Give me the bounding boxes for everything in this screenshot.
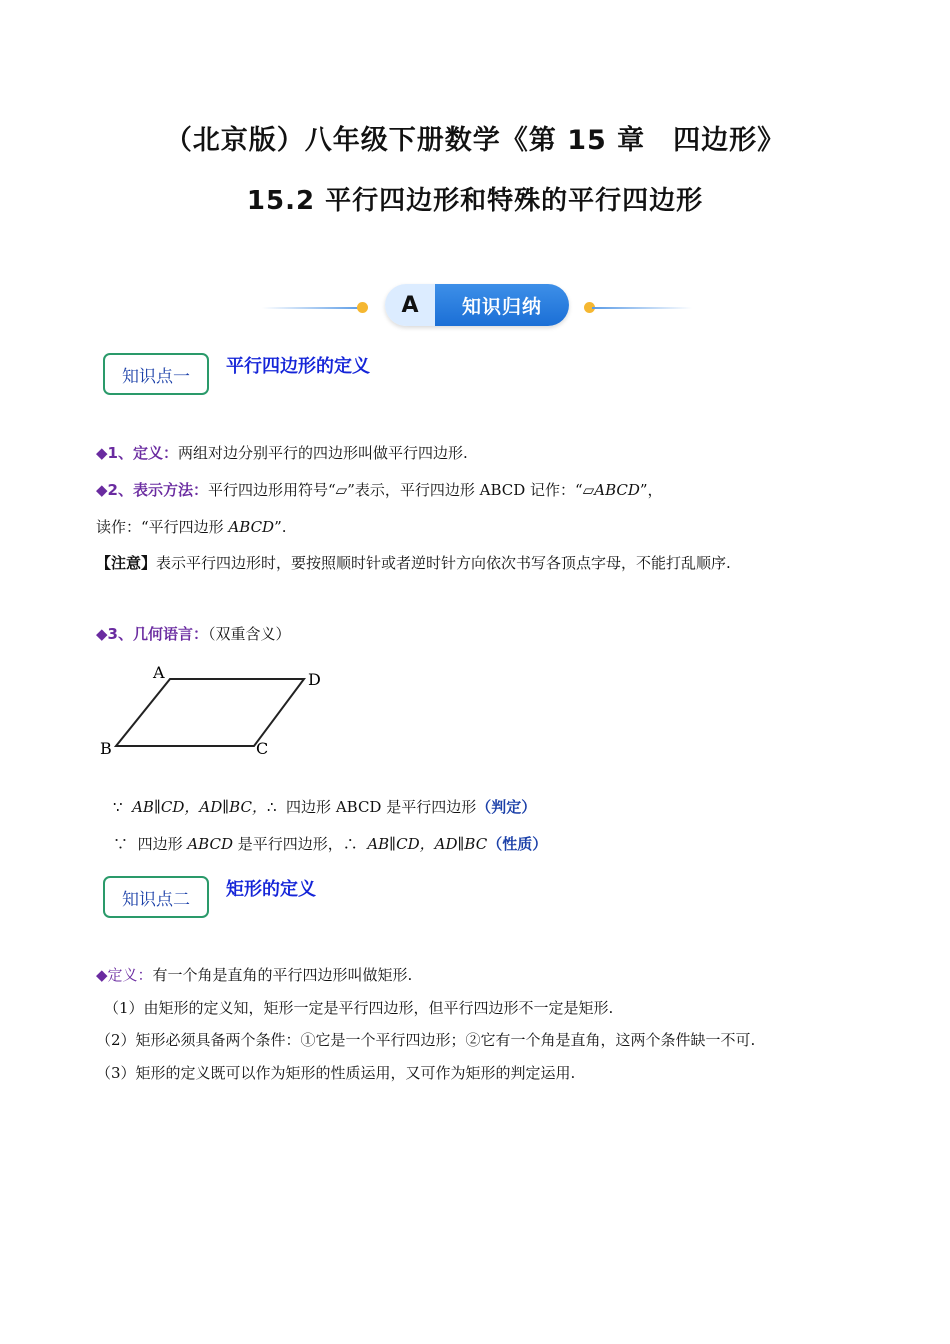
rectangle-point-2: （2）矩形必须具备两个条件：①它是一个平行四边形；②它有一个角是直角，这两个条件缺一不可. [96, 1031, 756, 1049]
section-banner [385, 284, 569, 326]
reading-text-e: ABCD [228, 518, 275, 536]
notation-symbol: ▱ABCD [582, 481, 640, 499]
notation-text-a: 平行四边形用符号“▱”表示，平行四边形 ABCD 记作：“ [207, 481, 583, 499]
note-text: 表示平行四边形时，要按照顺时针或者逆时针方向依次书写各顶点字母，不能打乱顺序. [156, 554, 731, 572]
knowledge-point-box-1: 知识点一 [103, 353, 209, 395]
knowledge-point-title-2: 矩形的定义 [226, 879, 316, 900]
parallelogram-shape [116, 679, 304, 746]
therefore-symbol: ∴ [266, 798, 277, 816]
banner-dot-left [357, 302, 368, 313]
document-title: （北京版）八年级下册数学《第 15 章 四边形》 [164, 125, 786, 156]
therefore-symbol: ∴ [342, 835, 358, 853]
reading-text-f: ”. [274, 518, 287, 536]
vertex-a-label: A [153, 663, 165, 682]
definition-label: ◆1、定义： [96, 444, 178, 462]
note-line [96, 552, 731, 573]
property-statement [113, 833, 547, 854]
rectangle-point-3: （3）矩形的定义既可以作为矩形的性质运用，又可作为矩形的判定运用. [96, 1064, 576, 1082]
property-condition-b: ABCD [187, 835, 233, 853]
reading-line [96, 516, 287, 537]
property-tag: （性质） [487, 835, 548, 853]
definition-line [96, 442, 468, 463]
banner-line-left [262, 307, 362, 309]
notation-line [96, 479, 663, 500]
because-symbol: ∵ [113, 798, 123, 816]
vertex-d-label: D [308, 670, 321, 689]
notation-text-c: ”， [639, 481, 663, 499]
rectangle-definition-label: ◆定义： [96, 966, 153, 984]
document-subtitle: 15.2 平行四边形和特殊的平行四边形 [246, 186, 704, 216]
vertex-b-label: B [100, 739, 112, 758]
property-condition-a: 四边形 [137, 835, 188, 853]
knowledge-point-title-1: 平行四边形的定义 [226, 356, 370, 377]
parallelogram-figure [96, 660, 336, 760]
notation-label: ◆2、表示方法： [96, 481, 208, 499]
banner-label: 知识归纳 [435, 284, 569, 326]
geometry-language-line [96, 623, 291, 644]
geometry-language-label: ◆3、几何语言： [96, 625, 208, 643]
property-conclusion: AB∥CD，AD∥BC [367, 835, 488, 853]
reading-text-d: 读作：“平行四边形 [96, 518, 229, 536]
property-condition-c: 是平行四边形， [232, 835, 343, 853]
because-symbol: ∵ [113, 835, 129, 853]
definition-text: 两组对边分别平行的四边形叫做平行四边形. [177, 444, 468, 462]
knowledge-point-box-2: 知识点二 [103, 876, 209, 918]
rectangle-point-1: （1）由矩形的定义知，矩形一定是平行四边形，但平行四边形不一定是矩形. [104, 999, 614, 1017]
judgement-conclusion: 四边形 ABCD 是平行四边形 [286, 798, 477, 816]
vertex-c-label: C [256, 739, 269, 758]
rectangle-definition-line [96, 964, 412, 985]
judgement-tag: （判定） [476, 798, 537, 816]
rectangle-definition-text: 有一个角是直角的平行四边形叫做矩形. [152, 966, 413, 984]
banner-letter: A [385, 284, 435, 326]
banner-line-right [592, 307, 692, 309]
note-label: 【注意】 [96, 554, 157, 572]
judgement-statement [113, 796, 536, 817]
judgement-condition: AB∥CD，AD∥BC， [132, 798, 267, 816]
geometry-language-text: （双重含义） [207, 625, 291, 643]
